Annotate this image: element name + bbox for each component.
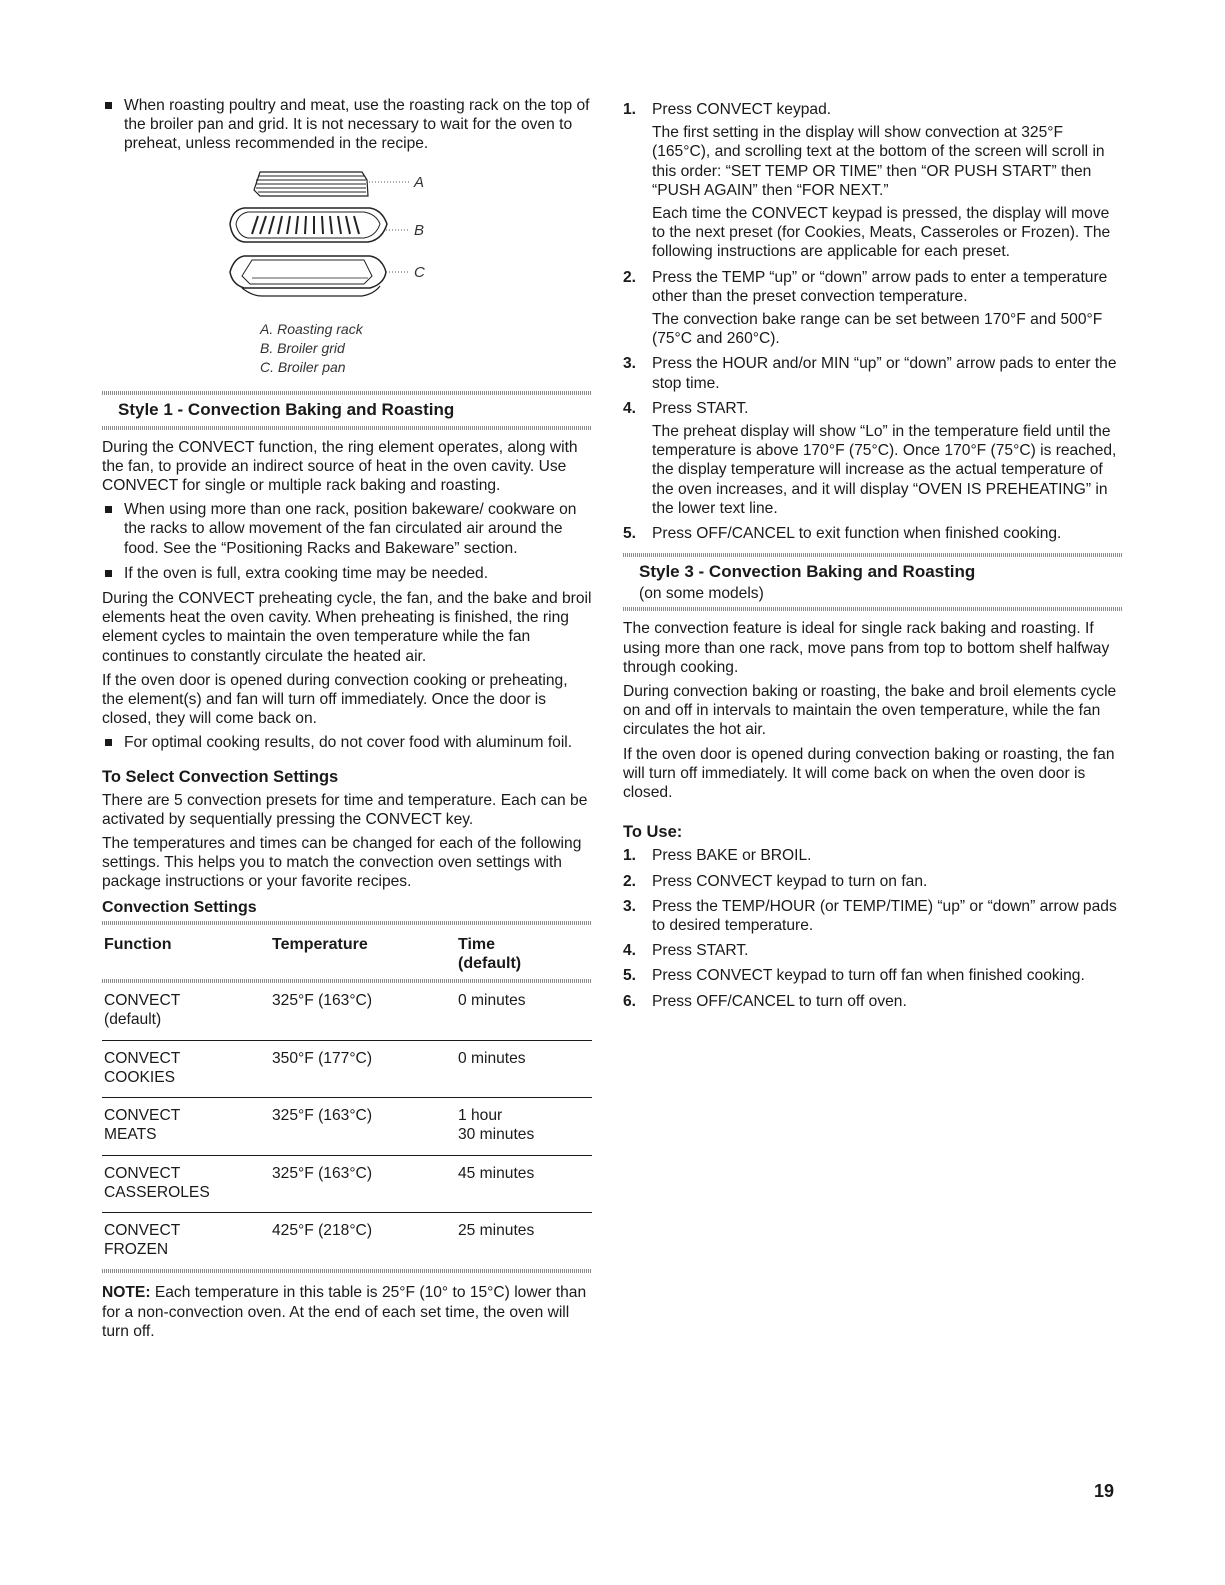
cell-temperature: 325°F (163°C) xyxy=(272,992,373,1010)
caption-broiler-pan: C. Broiler pan xyxy=(260,358,346,375)
cell-time: 45 minutes xyxy=(458,1164,535,1182)
style1-heading: Style 1 - Convection Baking and Roasting xyxy=(118,399,455,419)
note-label: NOTE: xyxy=(102,1284,151,1302)
cell-time: 1 hour 30 minutes xyxy=(458,1107,535,1144)
cell-function: CONVECT COOKIES xyxy=(104,1049,181,1086)
step-text: Press the HOUR and/or MIN “up” or “down” arrow pads to enter the stop time. xyxy=(652,355,1117,392)
cell-temperature: 425°F (218°C) xyxy=(272,1221,373,1239)
select-para-1: There are 5 convection presets for time and temperature. Each can be activated by sequentially pressing the CONVECT key. xyxy=(102,791,588,828)
style1-bullet-3: For optimal cooking results, do not cover food with aluminum foil. xyxy=(102,733,592,752)
step-note: The convection bake range can be set between 170°F and 500°F (75°C and 260°C). xyxy=(652,311,1103,348)
list-item xyxy=(623,941,1123,960)
style3-subtitle: (on some models) xyxy=(639,585,764,603)
style1-para-1: During the CONVECT function, the ring element operates, along with the fan, to provide an indirect source of heat in the oven cavity. Use CONVECT for single or multiple rack baking and roasting. xyxy=(102,438,578,495)
list-item xyxy=(623,100,1123,262)
hatch-divider xyxy=(623,607,1123,611)
broiler-pan-figure xyxy=(102,160,592,375)
list-item xyxy=(623,354,1123,392)
step-text: Press the TEMP “up” or “down” arrow pads to enter a temperature other than the preset convection temperature. xyxy=(652,268,1108,305)
style1-para-2: During the CONVECT preheating cycle, the fan, and the bake and broil elements heat the oven cavity. When preheating is finished, the ring element cycles to maintain the oven temperature while the fan continues to constantly circulate the heated air. xyxy=(102,590,592,665)
select-settings-heading: To Select Convection Settings xyxy=(102,767,339,786)
cell-function: CONVECT CASSEROLES xyxy=(104,1164,210,1201)
style1-header xyxy=(102,391,592,430)
step-number: 3. xyxy=(623,897,637,915)
step-text: Press CONVECT keypad to turn off fan when finished cooking. xyxy=(652,967,1085,985)
select-para-2: The temperatures and times can be changed for each of the following settings. This helps you to match the convection oven settings with package instructions or your favorite recipes. xyxy=(102,835,582,891)
style3-para-3: If the oven door is opened during convection baking or roasting, the fan will turn off immediately. It will come back on when the oven door is closed. xyxy=(623,745,1115,802)
cell-time: 25 minutes xyxy=(458,1221,535,1239)
table-title: Convection Settings xyxy=(102,898,257,916)
to-use-heading: To Use: xyxy=(623,823,683,842)
header-temperature: Temperature xyxy=(272,935,368,953)
cell-temperature: 325°F (163°C) xyxy=(272,1107,373,1125)
note-text: Each temperature in this table is 25°F (10° to 15°C) lower than for a non-convection oven. At the end of each set time, the oven will turn off. xyxy=(102,1284,587,1340)
step-number: 4. xyxy=(623,942,637,960)
style1-para-3: If the oven door is opened during convection cooking or preheating, the element(s) and fan will turn off immediately. Once the door is closed, they will come back on. xyxy=(102,671,568,728)
table-row xyxy=(102,983,592,1040)
style3-para-2: During convection baking or roasting, the bake and broil elements cycle on and off in intervals to maintain the oven temperature, while the fan circulates the hot air. xyxy=(623,683,1117,739)
step-number: 1. xyxy=(623,847,637,865)
list-item xyxy=(623,992,1123,1011)
step-number: 3. xyxy=(623,355,637,373)
step-number: 5. xyxy=(623,967,637,985)
left-column xyxy=(102,96,592,1346)
caption-roasting-rack: A. Roasting rack xyxy=(260,320,363,337)
step-text: Press START. xyxy=(652,942,749,960)
step-number: 2. xyxy=(623,872,637,890)
step-number: 2. xyxy=(623,268,637,286)
cell-time: 0 minutes xyxy=(458,992,526,1010)
broiler-pan-illustration xyxy=(192,160,532,320)
step-text: Press OFF/CANCEL to turn off oven. xyxy=(652,992,907,1010)
list-item xyxy=(623,872,1123,891)
roasting-bullet: When roasting poultry and meat, use the roasting rack on the top of the broiler pan and grid. It is not necessary to wait for the oven to preheat, unless recommended in the recipe. xyxy=(102,96,592,154)
list-item xyxy=(623,966,1123,985)
step-number: 5. xyxy=(623,525,637,543)
right-column xyxy=(623,96,1123,1017)
style3-heading: Style 3 - Convection Baking and Roasting xyxy=(639,562,976,582)
table-row xyxy=(102,1155,592,1212)
list-item xyxy=(623,846,1123,865)
broiler-pan-drawing xyxy=(230,256,410,296)
step-text: Press CONVECT keypad to turn on fan. xyxy=(652,872,928,890)
cell-function: CONVECT FROZEN xyxy=(104,1221,181,1259)
convection-settings-table xyxy=(102,927,592,1269)
cell-function: CONVECT MEATS xyxy=(104,1107,181,1144)
step-number: 6. xyxy=(623,992,637,1010)
roasting-rack-drawing xyxy=(254,172,410,196)
list-item xyxy=(623,268,1123,349)
style1-bullet-2: If the oven is full, extra cooking time may be needed. xyxy=(102,564,592,583)
step-note: The first setting in the display will show convection at 325°F (165°C), and scrolling text at the bottom of the screen will scroll in this order: “SET TEMP OR TIME” then “OR PUSH START” then “PUSH AGAIN” then “FOR NEXT.” xyxy=(652,124,1105,199)
caption-broiler-grid: B. Broiler grid xyxy=(260,339,345,356)
callout-c: C xyxy=(414,263,425,281)
step-number: 4. xyxy=(623,399,637,417)
broiler-grid-drawing xyxy=(230,208,410,242)
callout-b: B xyxy=(414,221,425,239)
step-text: Press BAKE or BROIL. xyxy=(652,847,812,865)
step-number: 1. xyxy=(623,101,637,118)
step-text: Press CONVECT keypad. xyxy=(652,101,832,118)
style1-bullet-1: When using more than one rack, position bakeware/ cookware on the racks to allow movement of the fan circulated air around the food. See the “Positioning Racks and Bakeware” section. xyxy=(102,500,592,558)
convect-steps xyxy=(623,100,1123,543)
to-use-steps xyxy=(623,846,1123,1010)
header-time: Time (default) xyxy=(458,935,522,973)
step-note: Each time the CONVECT keypad is pressed, the display will move to the next preset (for Cookies, Meats, Casseroles or Frozen). The following instructions are applicable for each preset. xyxy=(652,205,1111,261)
list-item xyxy=(623,524,1123,543)
list-item xyxy=(623,399,1123,518)
page-number: 19 xyxy=(1094,1481,1115,1501)
cell-time: 0 minutes xyxy=(458,1049,526,1067)
style3-header xyxy=(623,553,1123,611)
table-note xyxy=(102,1283,592,1341)
cell-temperature: 325°F (163°C) xyxy=(272,1164,373,1182)
table-row xyxy=(102,1098,592,1155)
cell-temperature: 350°F (177°C) xyxy=(272,1049,373,1067)
list-item xyxy=(623,897,1123,935)
hatch-divider xyxy=(102,391,592,395)
figure-captions xyxy=(260,320,363,377)
hatch-divider xyxy=(623,553,1123,557)
hatch-divider xyxy=(102,1269,592,1273)
table-header-row xyxy=(102,927,592,979)
step-text: Press START. xyxy=(652,399,749,417)
table-row xyxy=(102,1212,592,1269)
step-note: The preheat display will show “Lo” in the temperature field until the temperature is above 170°F (75°C). Once 170°F (75°C) is reached, the display temperature will increase as the actual temperature of the oven increases, and it will display “OVEN IS PREHEATING” in the lower text line. xyxy=(652,423,1117,517)
header-function: Function xyxy=(104,935,172,953)
step-text: Press the TEMP/HOUR (or TEMP/TIME) “up” or “down” arrow pads to desired temperature. xyxy=(652,897,1117,934)
cell-function: CONVECT (default) xyxy=(104,992,181,1029)
table-row xyxy=(102,1040,592,1097)
callout-a: A xyxy=(414,173,425,191)
hatch-divider xyxy=(102,921,592,925)
hatch-divider xyxy=(102,426,592,430)
style3-para-1: The convection feature is ideal for single rack baking and roasting. If using more than one rack, move pans from top to bottom shelf halfway through cooking. xyxy=(623,620,1110,676)
step-text: Press OFF/CANCEL to exit function when finished cooking. xyxy=(652,525,1062,543)
